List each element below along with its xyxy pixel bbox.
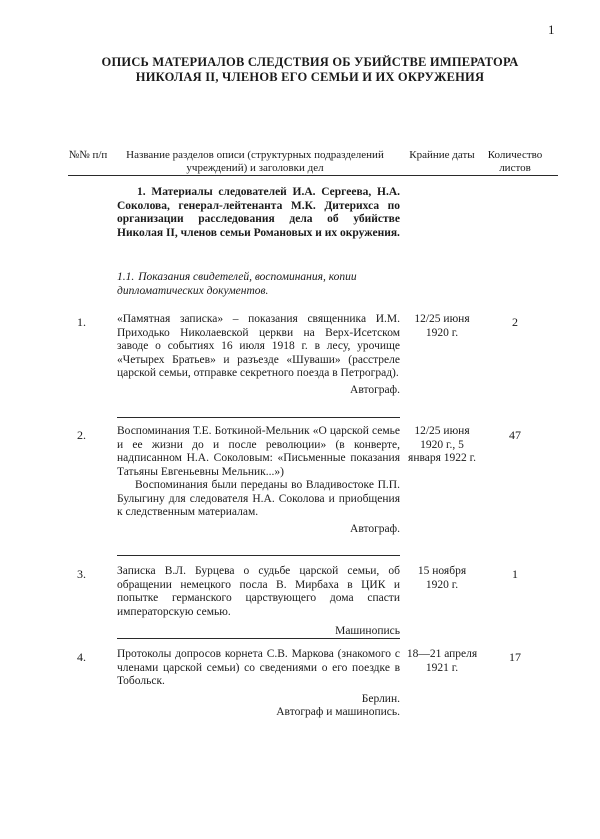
row-description: [117, 425, 400, 536]
row-count: 17: [509, 650, 521, 664]
row-form: Автограф.: [350, 383, 400, 396]
row-form: Автограф и машинопись.: [276, 706, 400, 718]
row-dates: 12/25 июня 1920 г.: [414, 313, 470, 339]
row-description: [117, 313, 400, 397]
header-title: Название разделов описи (структурных подразделений учреждений) и заголовки дел: [126, 149, 384, 174]
row-form: Автограф.: [350, 522, 400, 535]
row-number: 1.: [77, 315, 86, 329]
row-text: Записка В.Л. Бурцева о судьбе царской семьи, об обращении немецкого посла В. Мирбаха в ЦИК и попытке германского царствующего дома спасти императорскую семью.: [117, 565, 400, 618]
title-line-2: НИКОЛАЯ II, ЧЛЕНОВ ЕГО СЕМЬИ И ИХ ОКРУЖЕНИЯ: [135, 70, 485, 84]
row-separator: [117, 417, 400, 418]
row-number: 3.: [77, 567, 86, 581]
document-title: [60, 55, 560, 85]
header-number: №№ п/п: [68, 149, 108, 161]
title-line-1: ОПИСЬ МАТЕРИАЛОВ СЛЕДСТВИЯ ОБ УБИЙСТВЕ ИМПЕРАТОРА: [101, 55, 519, 69]
row-text: Протоколы допросов корнета С.В. Маркова (знакомого с членами царской семьи) со сведениями о его поездке в Тобольск.: [117, 648, 400, 687]
subsection-number: 1.1.: [117, 271, 135, 283]
row-dates: 12/25 июня 1920 г., 5 января 1922 г.: [408, 425, 476, 464]
row-place: Берлин.: [361, 692, 400, 705]
row-description: [117, 565, 400, 639]
row-count: 1: [512, 567, 518, 581]
section-heading: 1. Материалы следователей И.А. Сергеева, Н.А. Соколова, генерал-лейтенанта М.К. Дитерихса по организации расследования дела об убийстве Николая II, членов семьи Романовых и их окружения.: [117, 186, 400, 239]
row-separator: [117, 638, 400, 639]
row-number: 4.: [77, 650, 86, 664]
row-text: Воспоминания Т.Е. Боткиной-Мельник «О царской семье и ее жизни до и после революции» (в конверте, надписанном Н.А. Соколовым: «Письменные показания Татьяны Евгеньевны Мельник...»): [117, 425, 400, 478]
header-count: Количество листов: [487, 149, 543, 174]
header-rule: [68, 175, 558, 176]
page-number: 1: [548, 22, 555, 37]
subsection-text: Показания свидетелей, воспоминания, копии дипломатических документов.: [117, 271, 357, 297]
row-description: [117, 648, 400, 720]
row-number: 2.: [77, 428, 86, 442]
row-dates: 18—21 апреля 1921 г.: [406, 648, 478, 674]
row-note: Воспоминания были переданы во Владивостоке П.П. Булыгину для следователя Н.А. Соколова и приобщения к следственным материалам.: [117, 479, 400, 518]
row-count: 47: [509, 428, 521, 442]
row-separator: [117, 555, 400, 556]
row-form: Машинопись: [335, 625, 400, 637]
row-text: «Памятная записка» – показания священника И.М. Приходько Николаевской церкви на Верх-Исетском заводе о событиях 16 июля 1918 г. в лесу, урочище «Четырех Братьев» и разъезде «Шуваши» (расстреле царской семьи, отправке секретного поезда в Петроград).: [117, 313, 400, 379]
header-dates: Крайние даты: [409, 149, 475, 161]
row-dates: 15 ноября 1920 г.: [417, 565, 467, 591]
subsection-heading: [117, 271, 400, 298]
row-count: 2: [512, 315, 518, 329]
